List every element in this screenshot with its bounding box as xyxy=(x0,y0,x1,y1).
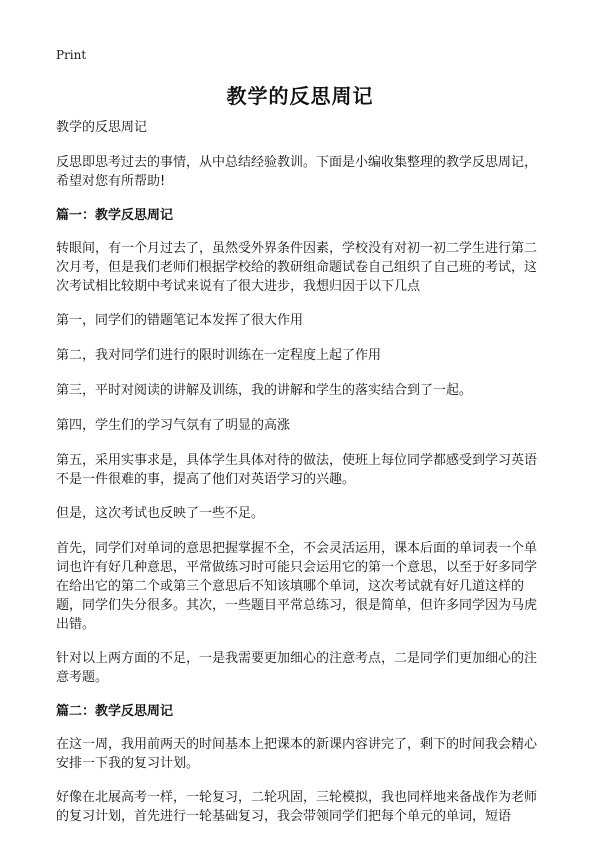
print-link[interactable]: Print xyxy=(56,48,87,62)
intro-paragraph: 反思即思考过去的事情，从中总结经验教训。下面是小编收集整理的教学反思周记，希望对您有所帮助! xyxy=(56,155,538,189)
document-subtitle: 教学的反思周记 xyxy=(56,120,148,135)
paragraph: 但是，这次考试也反映了一些不足。 xyxy=(56,506,265,521)
paragraph: 针对以上两方面的不足，一是我需要更加细心的注意考点，二是同学们更加细心的注意考题。 xyxy=(56,651,538,685)
page-title: 教学的反思周记 xyxy=(226,84,374,108)
section-heading-2: 篇二：教学反思周记 xyxy=(56,704,174,719)
paragraph: 转眼间，有一个月过去了，虽然受外界条件因素，学校没有对初一初二学生进行第二次月考，但是我们老师们根据学校给的教研组命题试卷自己组织了自己班的考试，这次考试相比较期中考试来说有了很大进步，我想归因于以下几点 xyxy=(56,241,538,294)
paragraph: 在这一周，我用前两天的时间基本上把课本的新课内容讲完了，剩下的时间我会精心安排一下我的复习计划。 xyxy=(56,737,538,771)
paragraph: 第二，我对同学们进行的限时训练在一定程度上起了作用 xyxy=(56,348,382,363)
document-body xyxy=(56,118,548,841)
paragraph: 第三，平时对阅读的讲解及训练，我的讲解和学生的落实结合到了一起。 xyxy=(56,383,473,398)
paragraph: 第四，学生们的学习气氛有了明显的高涨 xyxy=(56,418,291,433)
paragraph: 第五，采用实事求是，具体学生具体对待的做法，使班上每位同学都感受到学习英语不是一件很难的事，提高了他们对英语学习的兴趣。 xyxy=(56,453,538,487)
section-heading-1: 篇一：教学反思周记 xyxy=(56,208,174,223)
paragraph: 第一，同学们的错题笔记本发挥了很大作用 xyxy=(56,313,304,328)
paragraph: 好像在北展高考一样，一轮复习，二轮巩固，三轮模拟，我也同样地来备战作为老师的复习计划，首先进行一轮基础复习，我会带领同学们把每个单元的单词，短语 xyxy=(56,790,538,824)
paragraph: 首先，同学们对单词的意思把握掌握不全，不会灵活运用，课本后面的单词表一个单词也许有好几种意思，平常做练习时可能只会运用它的第一个意思，以至于好多同学在给出它的第二个或第三个意思后不知该填哪个单词，这次考试就有好几道这样的题，同学们失分很多。其次，一些题目平常总练习，很是简单，但许多同学因为马虎出错。 xyxy=(56,541,538,632)
